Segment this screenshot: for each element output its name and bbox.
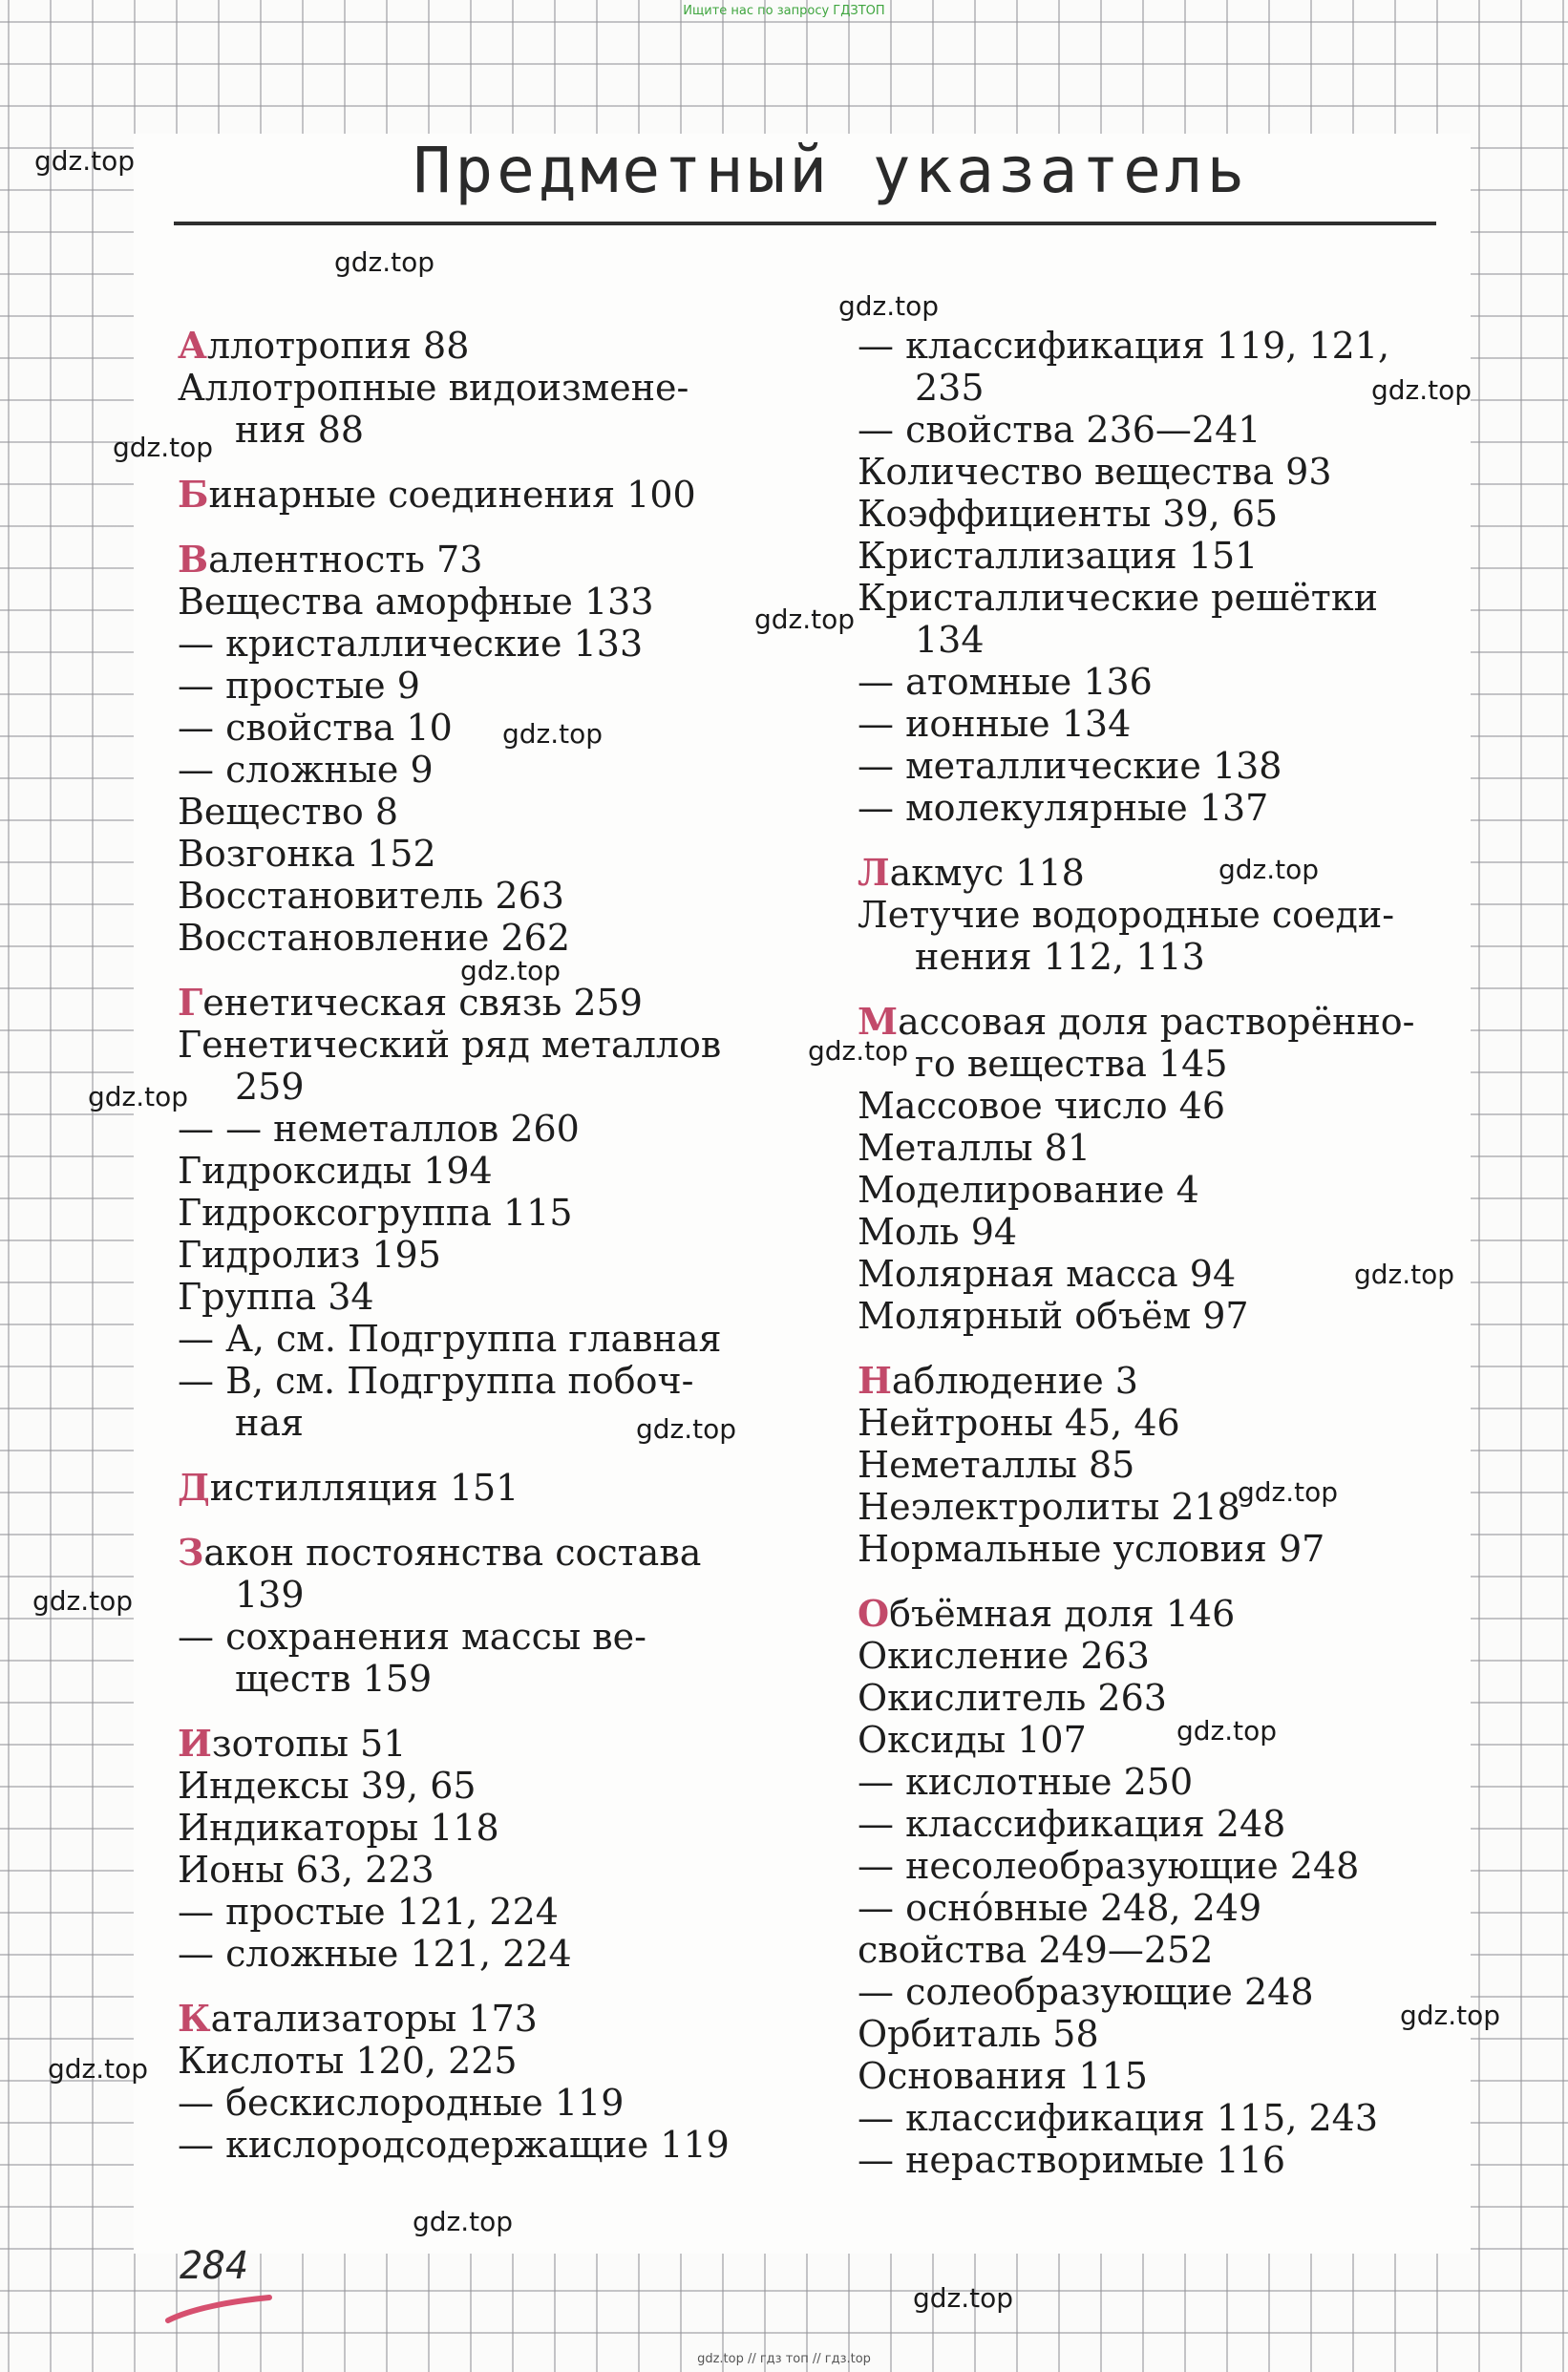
index-entry: Гидроксиды 194 bbox=[178, 1150, 493, 1192]
index-subentry: — молекулярные 137 bbox=[858, 787, 1269, 829]
watermark: gdz.top bbox=[1400, 2000, 1501, 2031]
initial-letter: Л bbox=[858, 851, 890, 894]
index-subentry: — нерастворимые 116 bbox=[858, 2139, 1286, 2181]
entry-text: атализаторы 173 bbox=[210, 1998, 538, 2040]
index-entry: Восстановление 262 bbox=[178, 917, 571, 959]
index-subentry: — ионные 134 bbox=[858, 703, 1132, 745]
index-entry: Количество вещества 93 bbox=[858, 451, 1332, 493]
index-entry-continuation: ния 88 bbox=[235, 409, 365, 451]
watermark: gdz.top bbox=[754, 604, 856, 635]
index-entry: Моделирование 4 bbox=[858, 1169, 1199, 1211]
index-entry: Металлы 81 bbox=[858, 1127, 1091, 1169]
index-entry: Нормальные условия 97 bbox=[858, 1528, 1325, 1570]
index-entry: Неэлектролиты 218 bbox=[858, 1486, 1240, 1528]
initial-letter: А bbox=[178, 324, 207, 367]
index-entry: — простые 121, 224 bbox=[178, 1891, 559, 1933]
index-entry: — сложные 121, 224 bbox=[178, 1933, 572, 1975]
index-entry: — свойства 236—241 bbox=[858, 409, 1261, 451]
initial-letter: К bbox=[178, 1997, 211, 2040]
index-subentry: свойства 249—252 bbox=[858, 1929, 1214, 1971]
index-letter-heading-entry bbox=[858, 1593, 1430, 1635]
index-entry: Орбиталь 58 bbox=[858, 2013, 1099, 2055]
index-letter-heading-entry bbox=[178, 1723, 779, 1765]
page-title: Предметный указатель bbox=[413, 134, 1249, 207]
index-subentry: — солеобразующие 248 bbox=[858, 1971, 1314, 2013]
index-entry: Гидроксогруппа 115 bbox=[178, 1192, 573, 1234]
index-entry-continuation: го вещества 145 bbox=[915, 1043, 1228, 1085]
entry-text: инарные соединения 100 bbox=[208, 474, 696, 516]
watermark: gdz.top bbox=[34, 145, 136, 177]
watermark: gdz.top bbox=[913, 2282, 1014, 2314]
initial-letter: О bbox=[858, 1592, 890, 1635]
index-entry: Индексы 39, 65 bbox=[178, 1765, 477, 1807]
footer-links: gdz.top // гдз топ // гдз.top bbox=[697, 2352, 871, 2366]
index-entry-continuation: нения 112, 113 bbox=[915, 936, 1205, 978]
index-entry: Аллотропные видоизмене- bbox=[178, 367, 689, 409]
watermark: gdz.top bbox=[1218, 854, 1320, 885]
index-entry: Молярный объём 97 bbox=[858, 1295, 1249, 1337]
index-letter-heading-entry bbox=[178, 982, 779, 1024]
index-entry: Оксиды 107 bbox=[858, 1719, 1087, 1761]
index-entry: Гидролиз 195 bbox=[178, 1234, 441, 1276]
index-subentry: — классификация 248 bbox=[858, 1803, 1286, 1845]
index-entry: — простые 9 bbox=[178, 665, 420, 707]
initial-letter: Д bbox=[178, 1466, 210, 1509]
index-entry: — кислородсодержащие 119 bbox=[178, 2124, 730, 2166]
index-entry: Вещество 8 bbox=[178, 791, 399, 833]
index-entry: Возгонка 152 bbox=[178, 833, 436, 875]
index-column-right bbox=[858, 325, 1430, 2181]
index-entry: Неметаллы 85 bbox=[858, 1444, 1135, 1486]
index-entry: Восстановитель 263 bbox=[178, 875, 564, 917]
initial-letter: В bbox=[178, 538, 209, 581]
index-entry: — сохранения массы ве- bbox=[178, 1616, 646, 1658]
entry-text: акон постоянства состава bbox=[203, 1532, 702, 1574]
index-letter-heading-entry bbox=[858, 852, 1430, 894]
watermark: gdz.top bbox=[48, 2053, 149, 2085]
index-subentry: — классификация 115, 243 bbox=[858, 2097, 1379, 2139]
watermark: gdz.top bbox=[838, 290, 940, 322]
index-entry: Нейтроны 45, 46 bbox=[858, 1402, 1180, 1444]
index-entry: Летучие водородные соеди- bbox=[858, 894, 1395, 936]
index-subentry: — кислотные 250 bbox=[858, 1761, 1194, 1803]
top-banner: Ищите нас по запросу ГДЗТОП bbox=[683, 4, 885, 18]
index-letter-heading-entry bbox=[178, 325, 779, 367]
entry-text: зотопы 51 bbox=[211, 1723, 407, 1765]
pen-stroke-icon bbox=[162, 2292, 277, 2330]
initial-letter: Г bbox=[178, 981, 203, 1024]
index-entry: — А, см. Подгруппа главная bbox=[178, 1318, 722, 1360]
index-entry: — — неметаллов 260 bbox=[178, 1108, 580, 1150]
watermark: gdz.top bbox=[1371, 374, 1473, 406]
entry-text: алентность 73 bbox=[208, 539, 483, 581]
index-entry: Индикаторы 118 bbox=[178, 1807, 499, 1849]
index-letter-heading-entry bbox=[178, 1467, 779, 1509]
index-entry: — бескислородные 119 bbox=[178, 2082, 625, 2124]
entry-text: бъёмная доля 146 bbox=[889, 1593, 1236, 1635]
index-entry-continuation: ная bbox=[235, 1402, 304, 1444]
watermark: gdz.top bbox=[88, 1081, 189, 1112]
initial-letter: Н bbox=[858, 1359, 892, 1402]
entry-text: аблюдение 3 bbox=[891, 1360, 1138, 1402]
initial-letter: М bbox=[858, 1000, 899, 1043]
index-subentry: — осно́вные 248, 249 bbox=[858, 1887, 1262, 1929]
index-letter-heading-entry bbox=[178, 1998, 779, 2040]
index-entry-continuation: 235 bbox=[915, 367, 985, 409]
entry-text: ассовая доля растворённо- bbox=[898, 1001, 1415, 1043]
initial-letter: З bbox=[178, 1531, 204, 1574]
page-number: 284 bbox=[180, 2244, 249, 2288]
index-entry-continuation: 139 bbox=[235, 1574, 305, 1616]
watermark: gdz.top bbox=[1238, 1476, 1339, 1508]
title-underline bbox=[174, 222, 1436, 225]
index-letter-heading-entry bbox=[178, 474, 779, 516]
index-entry: Коэффициенты 39, 65 bbox=[858, 493, 1279, 535]
index-entry-continuation: ществ 159 bbox=[235, 1658, 433, 1700]
initial-letter: Б bbox=[178, 473, 209, 516]
index-entry: — кристаллические 133 bbox=[178, 623, 644, 665]
entry-text: акмус 118 bbox=[889, 852, 1085, 894]
index-entry: Окислитель 263 bbox=[858, 1677, 1167, 1719]
index-entry: Кристаллизация 151 bbox=[858, 535, 1259, 577]
index-entry: Окисление 263 bbox=[858, 1635, 1150, 1677]
index-entry: Моль 94 bbox=[858, 1211, 1018, 1253]
entry-text: енетическая связь 259 bbox=[202, 982, 643, 1024]
index-entry: — свойства 10 bbox=[178, 707, 453, 749]
watermark: gdz.top bbox=[808, 1035, 909, 1067]
entry-text: истилляция 151 bbox=[209, 1467, 519, 1509]
entry-text: ллотропия 88 bbox=[206, 325, 470, 367]
index-entry-continuation: 134 bbox=[915, 619, 985, 661]
index-letter-heading-entry bbox=[858, 1360, 1430, 1402]
index-entry: — В, см. Подгруппа побоч- bbox=[178, 1360, 694, 1402]
watermark: gdz.top bbox=[32, 1585, 134, 1617]
index-entry: Группа 34 bbox=[178, 1276, 374, 1318]
index-subentry: — несолеобразующие 248 bbox=[858, 1845, 1360, 1887]
index-entry: — сложные 9 bbox=[178, 749, 434, 791]
index-entry: Кислоты 120, 225 bbox=[178, 2040, 518, 2082]
index-column-left bbox=[178, 325, 779, 2166]
watermark: gdz.top bbox=[113, 432, 214, 463]
index-entry: Массовое число 46 bbox=[858, 1085, 1226, 1127]
index-subentry: — металлические 138 bbox=[858, 745, 1282, 787]
watermark: gdz.top bbox=[334, 246, 435, 278]
watermark: gdz.top bbox=[636, 1413, 737, 1445]
watermark: gdz.top bbox=[1354, 1259, 1455, 1290]
initial-letter: И bbox=[178, 1722, 212, 1765]
watermark: gdz.top bbox=[413, 2206, 514, 2237]
index-entry: Вещества аморфные 133 bbox=[178, 581, 654, 623]
index-entry: — классификация 119, 121, bbox=[858, 325, 1390, 367]
watermark: gdz.top bbox=[502, 718, 604, 750]
index-letter-heading-entry bbox=[178, 1532, 779, 1574]
index-letter-heading-entry bbox=[178, 539, 779, 581]
watermark: gdz.top bbox=[460, 955, 562, 986]
watermark: gdz.top bbox=[1176, 1715, 1278, 1747]
index-entry: Молярная масса 94 bbox=[858, 1253, 1237, 1295]
index-letter-heading-entry bbox=[858, 1001, 1430, 1043]
index-entry-continuation: 259 bbox=[235, 1066, 305, 1108]
index-entry: Основания 115 bbox=[858, 2055, 1148, 2097]
index-entry: Ионы 63, 223 bbox=[178, 1849, 434, 1891]
index-entry: Генетический ряд металлов bbox=[178, 1024, 722, 1066]
index-entry: Кристаллические решётки bbox=[858, 577, 1378, 619]
index-subentry: — атомные 136 bbox=[858, 661, 1153, 703]
